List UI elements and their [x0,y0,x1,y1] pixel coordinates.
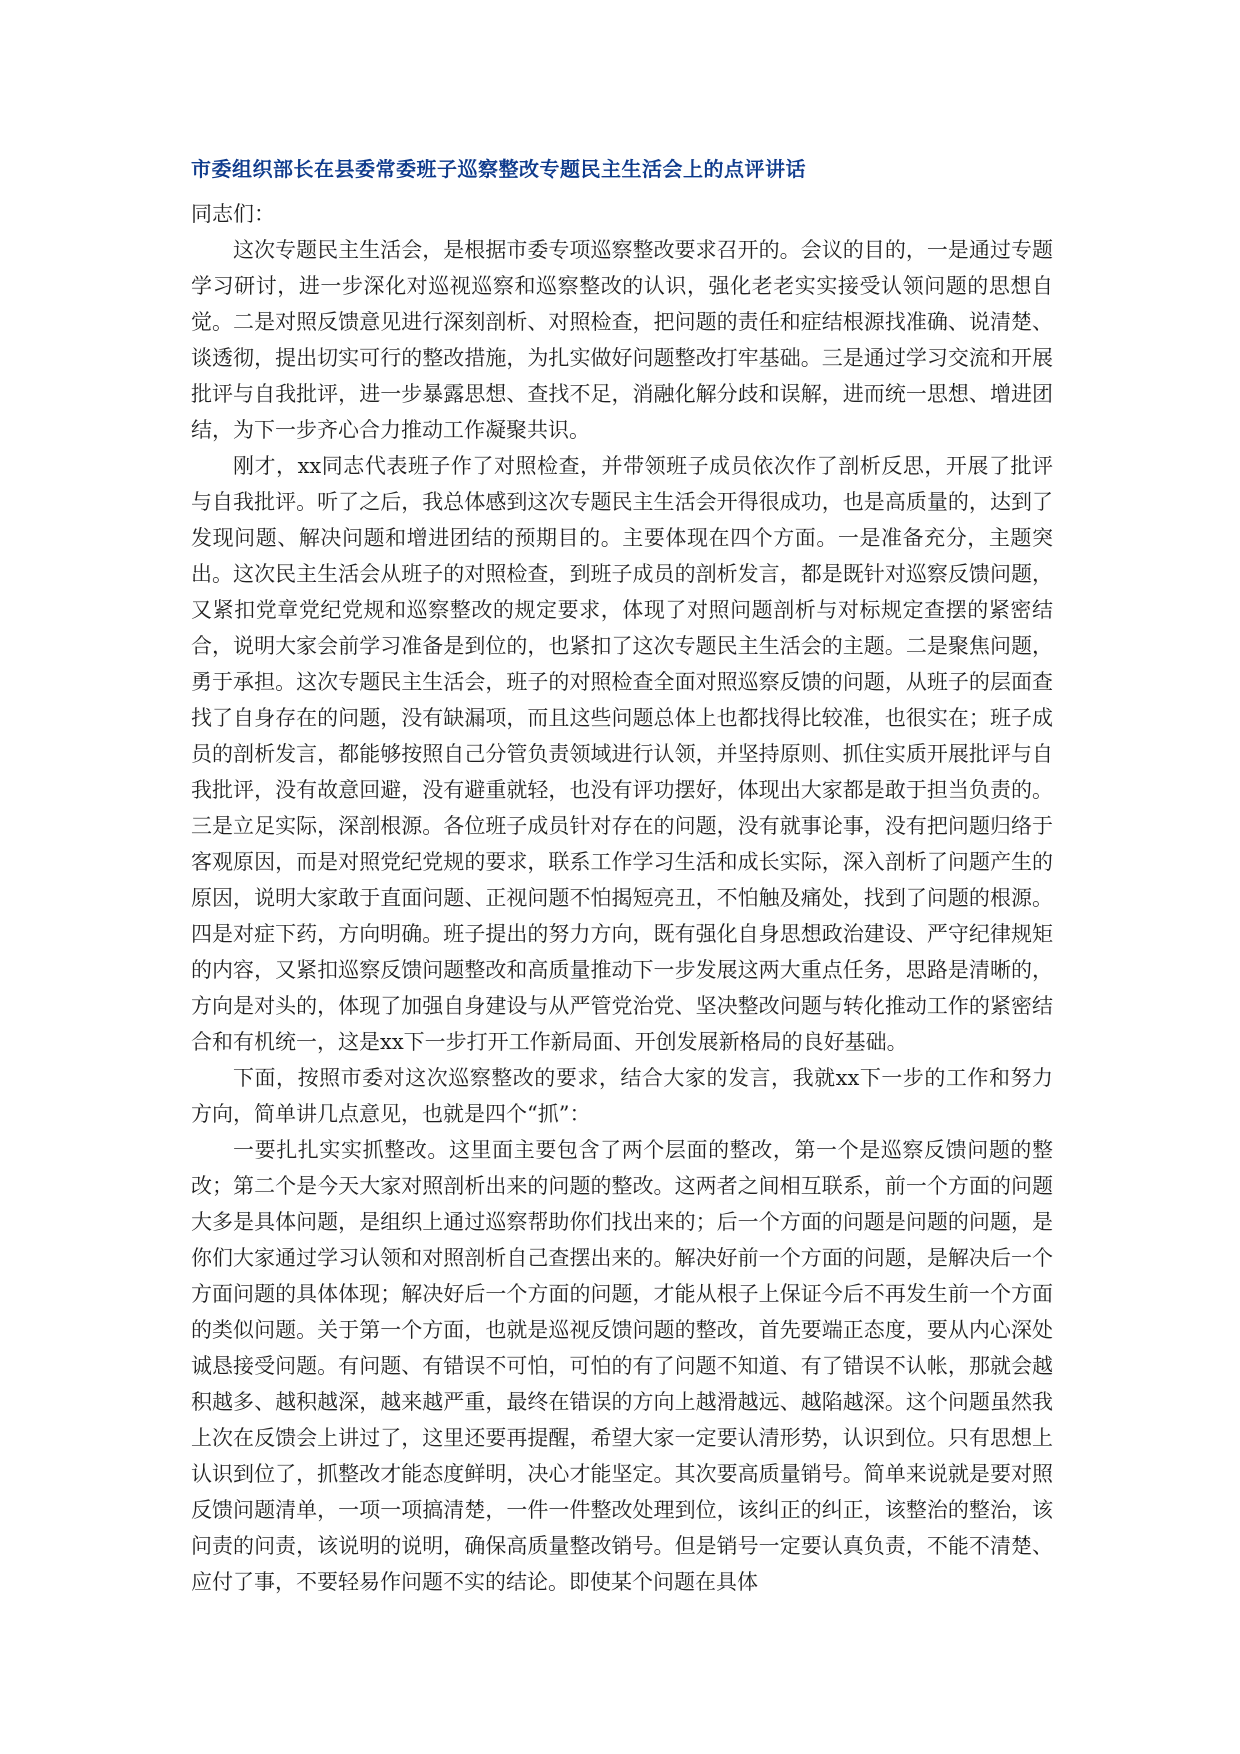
greeting-line: 同志们： [191,202,275,226]
paragraph-1: 这次专题民主生活会，是根据市委专项巡察整改要求召开的。会议的目的，一是通过专题学习研讨，进一步深化对巡视巡察和巡察整改的认识，强化老老实实接受认领问题的思想自觉。二是对照反馈意见进行深刻剖析、对照检查，把问题的责任和症结根源找准确、说清楚、谈透彻，提出切实可行的整改措施，为扎实做好问题整改打牢基础。三是通过学习交流和开展批评与自我批评，进一步暴露思想、查找不足，消融化解分歧和误解，进而统一思想、增进团结，为下一步齐心合力推动工作凝聚共识。 [191,238,1053,442]
document-title: 市委组织部长在县委常委班子巡察整改专题民主生活会上的点评讲话 [191,157,806,181]
paragraph-3: 下面，按照市委对这次巡察整改的要求，结合大家的发言，我就xx下一步的工作和努力方向，简单讲几点意见，也就是四个“抓”： [191,1066,1053,1126]
paragraph-4: 一要扎扎实实抓整改。这里面主要包含了两个层面的整改，第一个是巡察反馈问题的整改；第二个是今天大家对照剖析出来的问题的整改。这两者之间相互联系，前一个方面的问题大多是具体问题，是组织上通过巡察帮助你们找出来的；后一个方面的问题是问题的问题，是你们大家通过学习认领和对照剖析自己查摆出来的。解决好前一个方面的问题，是解决后一个方面问题的具体体现；解决好后一个方面的问题，才能从根子上保证今后不再发生前一个方面的类似问题。关于第一个方面，也就是巡视反馈问题的整改，首先要端正态度，要从内心深处诚恳接受问题。有问题、有错误不可怕，可怕的有了问题不知道、有了错误不认帐，那就会越积越多、越积越深，越来越严重，最终在错误的方向上越滑越远、越陷越深。这个问题虽然我上次在反馈会上讲过了，这里还要再提醒，希望大家一定要认清形势，认识到位。只有思想上认识到位了，抓整改才能态度鲜明，决心才能坚定。其次要高质量销号。简单来说就是要对照反馈问题清单，一项一项搞清楚，一件一件整改处理到位，该纠正的纠正，该整治的整治，该问责的问责，该说明的说明，确保高质量整改销号。但是销号一定要认真负责，不能不清楚、应付了事，不要轻易作问题不实的结论。即使某个问题在具体 [191,1138,1053,1594]
document-page [191,152,1053,1600]
paragraph-2: 刚才，xx同志代表班子作了对照检查，并带领班子成员依次作了剖析反思，开展了批评与自我批评。听了之后，我总体感到这次专题民主生活会开得很成功，也是高质量的，达到了发现问题、解决问题和增进团结的预期目的。主要体现在四个方面。一是准备充分，主题突出。这次民主生活会从班子的对照检查，到班子成员的剖析发言，都是既针对巡察反馈问题，又紧扣党章党纪党规和巡察整改的规定要求，体现了对照问题剖析与对标规定查摆的紧密结合，说明大家会前学习准备是到位的，也紧扣了这次专题民主生活会的主题。二是聚焦问题，勇于承担。这次专题民主生活会，班子的对照检查全面对照巡察反馈的问题，从班子的层面查找了自身存在的问题，没有缺漏项，而且这些问题总体上也都找得比较准，也很实在；班子成员的剖析发言，都能够按照自己分管负责领域进行认领，并坚持原则、抓住实质开展批评与自我批评，没有故意回避，没有避重就轻，也没有评功摆好，体现出大家都是敢于担当负责的。三是立足实际，深剖根源。各位班子成员针对存在的问题，没有就事论事，没有把问题归络于客观原因，而是对照党纪党规的要求，联系工作学习生活和成长实际，深入剖析了问题产生的原因，说明大家敢于直面问题、正视问题不怕揭短亮丑，不怕触及痛处，找到了问题的根源。四是对症下药，方向明确。班子提出的努力方向，既有强化自身思想政治建设、严守纪律规矩的内容，又紧扣巡察反馈问题整改和高质量推动下一步发展这两大重点任务，思路是清晰的，方向是对头的，体现了加强自身建设与从严管党治党、坚决整改问题与转化推动工作的紧密结合和有机统一，这是xx下一步打开工作新局面、开创发展新格局的良好基础。 [191,454,1053,1054]
